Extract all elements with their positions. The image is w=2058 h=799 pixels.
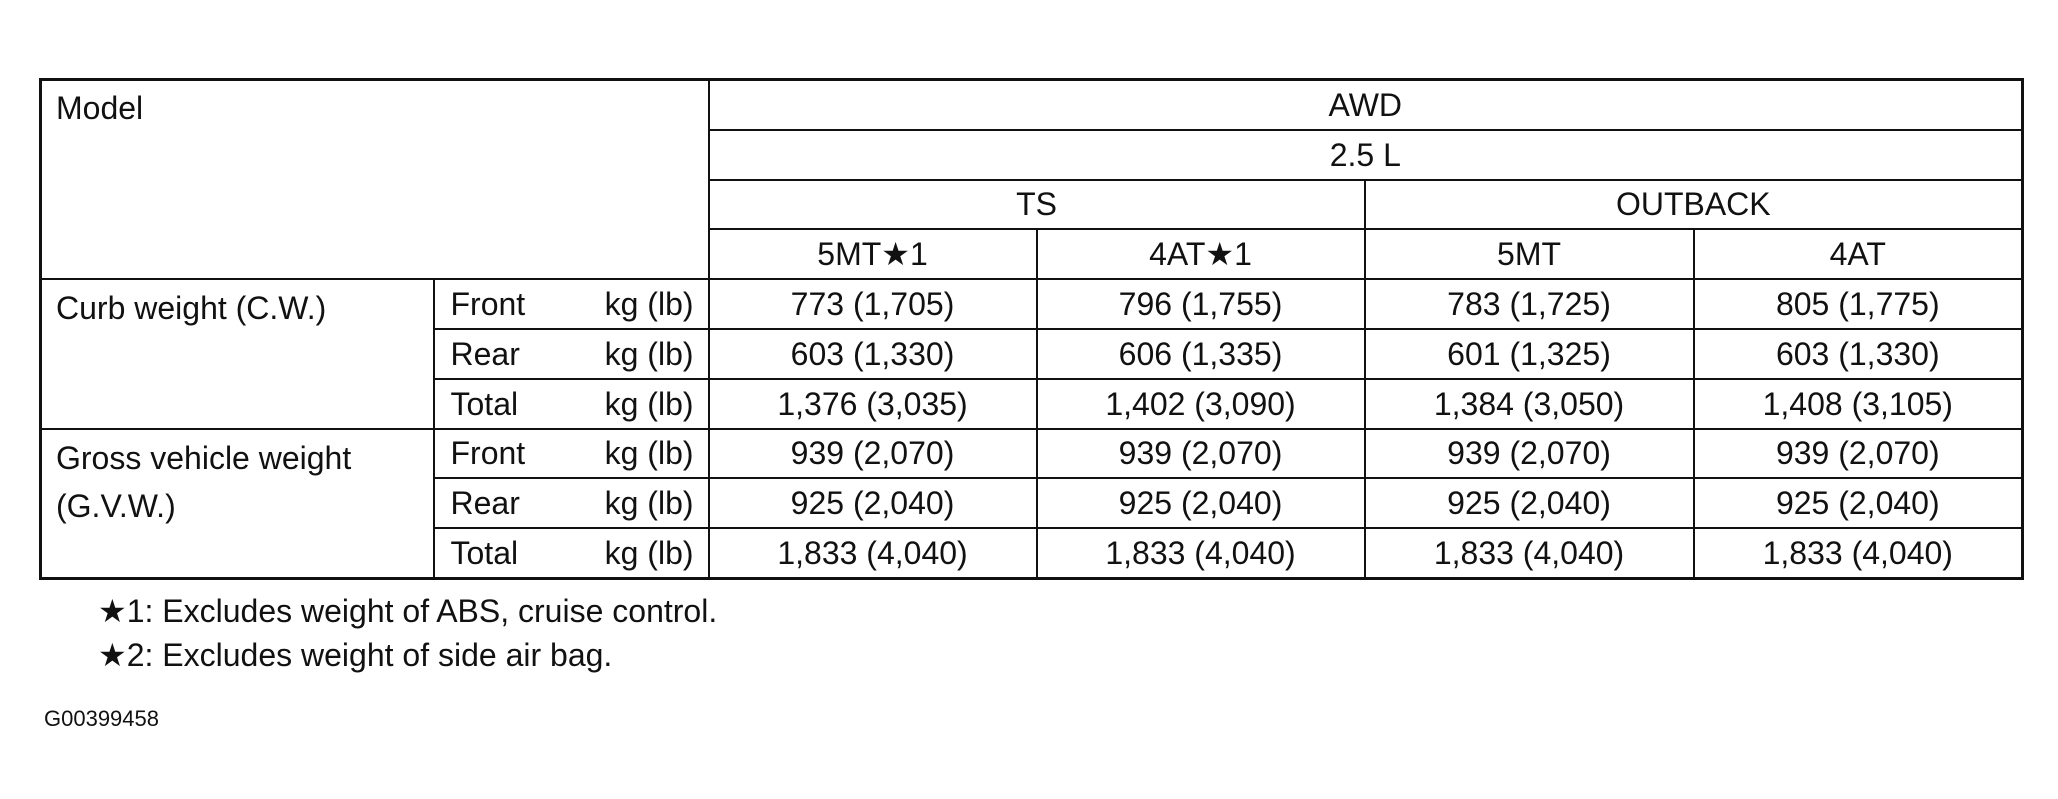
- unit-label: kg (lb): [564, 279, 709, 329]
- unit-label: kg (lb): [564, 429, 709, 479]
- weight-value: 1,376 (3,035): [709, 379, 1037, 429]
- variant-header: 4AT★1: [1037, 229, 1365, 279]
- weight-value: 603 (1,330): [1694, 329, 2023, 379]
- variant-header: 4AT: [1694, 229, 2023, 279]
- weight-value: 939 (2,070): [1365, 429, 1694, 479]
- unit-label: kg (lb): [564, 478, 709, 528]
- unit-label: kg (lb): [564, 379, 709, 429]
- weight-value: 925 (2,040): [1365, 478, 1694, 528]
- unit-label: kg (lb): [564, 528, 709, 578]
- group-header-ts: TS: [709, 180, 1365, 230]
- variant-header: 5MT: [1365, 229, 1694, 279]
- gross-vehicle-weight-label: Gross vehicle weight (G.V.W.): [41, 429, 434, 579]
- position-label: Rear: [434, 478, 564, 528]
- position-label: Total: [434, 379, 564, 429]
- position-label: Front: [434, 429, 564, 479]
- footnote-abs-cruise: ★1: Excludes weight of ABS, cruise control.: [98, 593, 718, 629]
- weight-value: 796 (1,755): [1037, 279, 1365, 329]
- weight-value: 939 (2,070): [1037, 429, 1365, 479]
- weight-value: 1,408 (3,105): [1694, 379, 2023, 429]
- weight-value: 1,833 (4,040): [709, 528, 1037, 578]
- weight-value: 773 (1,705): [709, 279, 1037, 329]
- weight-value: 1,833 (4,040): [1037, 528, 1365, 578]
- weight-value: 925 (2,040): [1694, 478, 2023, 528]
- weight-value: 601 (1,325): [1365, 329, 1694, 379]
- curb-weight-label: Curb weight (C.W.): [41, 279, 434, 428]
- model-header-cell: Model: [41, 80, 709, 280]
- weight-value: 1,833 (4,040): [1365, 528, 1694, 578]
- group-header-outback: OUTBACK: [1365, 180, 2023, 230]
- vehicle-weight-table: [39, 78, 2024, 580]
- weight-value: 1,833 (4,040): [1694, 528, 2023, 578]
- weight-value: 603 (1,330): [709, 329, 1037, 379]
- engine-header: 2.5 L: [709, 130, 2023, 180]
- table-row: [41, 429, 2023, 479]
- weight-value: 783 (1,725): [1365, 279, 1694, 329]
- weight-value: 939 (2,070): [709, 429, 1037, 479]
- weight-value: 606 (1,335): [1037, 329, 1365, 379]
- position-label: Front: [434, 279, 564, 329]
- figure-id: G00399458: [44, 706, 159, 731]
- weight-value: 1,384 (3,050): [1365, 379, 1694, 429]
- drive-type-header: AWD: [709, 80, 2023, 130]
- weight-value: 925 (2,040): [709, 478, 1037, 528]
- weight-value: 925 (2,040): [1037, 478, 1365, 528]
- footnote-side-air-bag: ★2: Excludes weight of side air bag.: [98, 637, 613, 673]
- weight-value: 1,402 (3,090): [1037, 379, 1365, 429]
- unit-label: kg (lb): [564, 329, 709, 379]
- variant-header: 5MT★1: [709, 229, 1037, 279]
- weight-value: 939 (2,070): [1694, 429, 2023, 479]
- weight-value: 805 (1,775): [1694, 279, 2023, 329]
- position-label: Rear: [434, 329, 564, 379]
- table-row: [41, 279, 2023, 329]
- position-label: Total: [434, 528, 564, 578]
